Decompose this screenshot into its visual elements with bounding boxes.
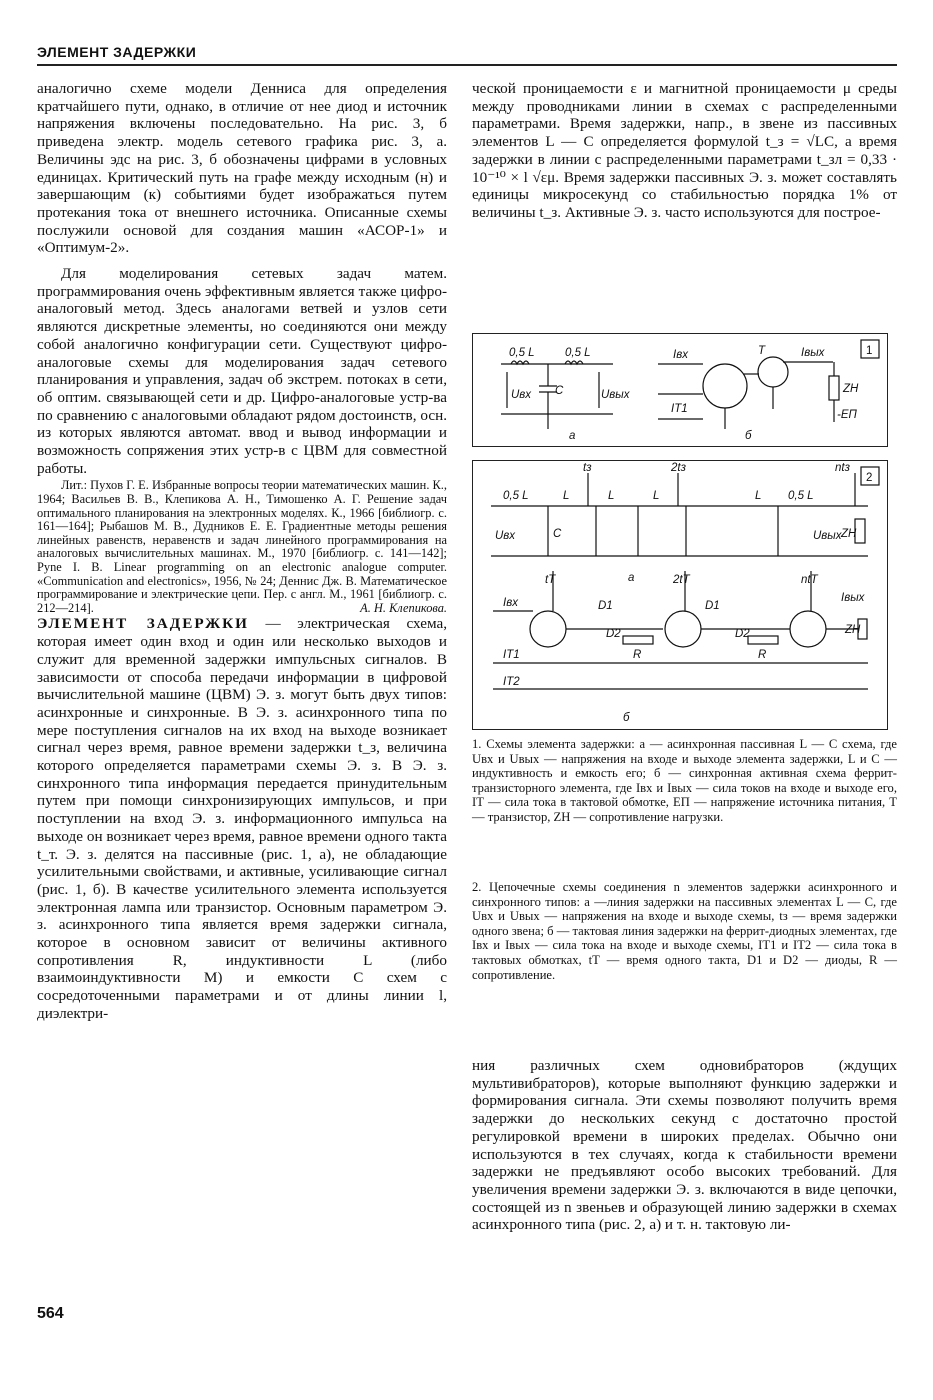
fig2-label-13: a: [628, 572, 635, 584]
left-column: [37, 80, 447, 1023]
fig2-label-27: ZН: [845, 624, 861, 636]
fig2-number: 2: [866, 472, 873, 484]
fig1-label-8: T: [758, 345, 766, 357]
fig2-label-2: ntз: [835, 462, 850, 474]
fig2-label-22: D2: [735, 628, 750, 640]
fig1-label-6: Iвх: [673, 349, 688, 361]
figure-2-caption: 2. Цепочечные схемы соединения n элементов задержки асинхронного и синхронного типов: а —линия задержки на пассивных элементах L — C, где Uвх и Uвых — напряжения на входе и выходе схемы, tз — время задержки одного звена; б — тактовая линия задержки на феррит-диодных элементах, где Iвх и Iвых — сила тока на входе и выходе схемы, IТ1 и IТ2 — сила тока в тактовых обмотках, tТ — время одного такта, D1 и D2 — диоды, R — сопротивление.: [472, 880, 897, 982]
running-header: ЭЛЕМЕНТ ЗАДЕРЖКИ: [37, 44, 197, 60]
right-paragraph-bottom: ния различных схем одновибраторов (ждущих мультивибраторов), которые выполняют функцию задержки и формирования сигнала. Эти схемы позволяют получить время задержки до нескольких секунд с достаточно простой регулировкой времени в широких пределах. Обычно они используются в тех случаях, когда к стабильности времени задержки не предъявляют особо высоких требований. Для увеличения времени задержки Э. з. включаются в виде цепочки, состоящей из n звеньев и образующей линию задержки в схемах асинхронного типа (рис. 2, а) и т. н. тактовую ли-: [472, 1057, 897, 1234]
fig2-label-26: IТ2: [503, 676, 520, 688]
fig2-label-7: L: [755, 490, 762, 502]
fig2-label-1: 2tз: [671, 462, 686, 474]
fig2-label-20: D2: [606, 628, 621, 640]
fig2-label-15: 2tТ: [673, 574, 690, 586]
fig2-label-10: Uвх: [495, 530, 516, 542]
fig2-label-9: C: [553, 528, 562, 540]
right-column-bottom: [472, 1057, 897, 1234]
entry-term: ЭЛЕМЕНТ ЗАДЕРЖКИ: [37, 615, 249, 633]
paragraph-2: Для моделирования сетевых задач матем. программирования очень эффективным является также цифро-аналоговый метод. Здесь аналогами ветвей и узлов сети являются дискретные элементы, но соединяются они между собой аналогично конфигурации сети. Существуют цифро-аналоговые схемы для моделирования задач сетевого планирования и управления, задач об экстрем. потоках в сети, об оптим. связывающей сети и др. Цифро-аналоговые устр-ва по сравнению с аналоговыми обладают рядом достоинств, осн. из которых являются автомат. ввод и вывод информации и возможность сопряжения этих устр-в с ЦВМ для совместной работы.: [37, 265, 447, 477]
header-rule: [37, 64, 897, 66]
fig1-label-7: IТ1: [671, 403, 688, 415]
right-paragraph-top: ческой проницаемости ε и магнитной проницаемости μ среды между проводниками линии в схемах с распределенными параметрами. Время задержки, напр., в звене из пассивных элементов L — C определяется формулой t_з = √LC, а время задержки в линии с распределенными параметрами t_зл = 0,33 · 10⁻¹⁰ × l √εμ. Время задержки пассивных Э. з. может составлять единицы микросекунд со стабильностью порядка 1% от величины t_з. Активные Э. з. часто используются для построе-: [472, 80, 897, 221]
figure-2: [472, 460, 888, 730]
fig1-label-3: Uвх: [511, 389, 532, 401]
fig2-label-0: tз: [583, 462, 592, 474]
fig1-label-2: C: [555, 385, 564, 397]
fig1-label-0: 0,5 L: [509, 347, 535, 359]
fig2-label-8: 0,5 L: [788, 490, 814, 502]
page-number: 564: [37, 1305, 64, 1322]
fig2-label-17: Iвх: [503, 597, 518, 609]
fig1-label-12: б: [745, 430, 752, 442]
paragraph-1: аналогично схеме модели Денниса для определения кратчайшего пути, однако, в отличие от нее диод и источник напряжения включены последовательно. На рис. 3, б приведена электр. модель сетевого графика рис. 3, а. Величины эдс на рис. 3, б обозначены цифрами в условных единицах. Критический путь на графе между исходным (н) и завершающим (к) событиями будет изображаться путем протекания тока от внешнего источника. Описанные схемы послужили основой для создания машин «АСОР-1» и «Оптимум-2».: [37, 80, 447, 257]
fig1-number: 1: [866, 345, 873, 357]
fig1-label-9: Iвых: [801, 347, 825, 359]
fig2-label-25: IТ1: [503, 649, 520, 661]
fig1-label-10: ZН: [843, 383, 859, 395]
fig2-label-6: L: [653, 490, 660, 502]
figure-1-caption: 1. Схемы элемента задержки: а — асинхронная пассивная L — C схема, где Uвх и Uвых — напряжения на входе и выходе элемента задержки, L и C — индуктивность и емкость его; б — синхронная активная схема феррит-транзисторного элемента, где Iвх и Iвых — сила токов на входе и выходе его, IТ — сила тока в тактовой обмотке, EП — напряжение источника питания, T — транзистор, ZН — сопротивление нагрузки.: [472, 737, 897, 824]
literature-author: А. Н. Клепикова.: [360, 600, 447, 615]
figure-2-diagram: [473, 461, 887, 729]
figure-1: [472, 333, 888, 447]
fig1-label-4: Uвых: [601, 389, 630, 401]
fig2-label-21: D1: [705, 600, 720, 612]
fig2-label-24: R: [758, 649, 767, 661]
fig2-label-12: ZН: [841, 528, 857, 540]
fig2-label-4: L: [563, 490, 570, 502]
fig2-label-14: tТ: [545, 574, 556, 586]
fig2-label-11: Uвых: [813, 530, 842, 542]
fig1-label-5: a: [569, 430, 576, 442]
fig2-label-28: б: [623, 712, 630, 724]
fig2-label-19: D1: [598, 600, 613, 612]
entry-paragraph: [37, 615, 447, 1022]
fig1-label-11: -EП: [837, 409, 857, 421]
fig1-label-1: 0,5 L: [565, 347, 591, 359]
literature-list: [37, 479, 447, 615]
entry-text: — электрическая схема, которая имеет один вход и один или несколько выходов и служит для временной задержки импульсных сигналов. В зависимости от способа передачи информации в цифровой вычислительной машине (ЦВМ) Э. з. могут быть двух типов: асинхронные и синхронные. В Э. з. асинхронного типа по мере поступления сигналов на их вход на выходе возникает сигнал через время, равное времени задержки t_з, величина которого определяется параметрами схемы Э. з. В Э. з. синхронного типа информация передается принудительным путем при помощи синхронизирующих импульсов, и при поступлении на вход Э. з. информационного импульса на выходе он возникает через время, равное времени одного такта t_т. Э. з. делятся на пассивные (рис. 1, а), не обладающие усилительными свойствами, и активные, усиливающие сигнал (рис. 1, б). В качестве усилительного элемента используется электронная лампа или транзистор. Основным параметром Э. з. асинхронного типа является время задержки сигнала, которое в основном зависит от величины активного сопротивления R, индуктивности L (либо взаимоиндуктивности M) и емкости C схем с сосредоточенными параметрами и от длины линии l, диэлектри-: [37, 615, 447, 1022]
fig2-label-23: R: [633, 649, 642, 661]
right-column-top: [472, 80, 897, 222]
figure-1-diagram: [473, 334, 887, 446]
literature-text: Лит.: Пухов Г. Е. Избранные вопросы теории математических машин. К., 1964; Васильев В. В., Клепикова А. Н., Тимошенко А. Г. Решение задач оптимального планирования на электронных моделях. К., 1966 [библиогр. с. 161—164]; Рыбашов М. В., Дудников Е. Е. Градиентные методы решения линейных равенств, неравенств и задач линейного программирования на аналоговых вычислительных машинах. М., 1970 [библиогр. с. 141—142]; Pyne I. B. Linear programming on an electronic analogue computer. «Communication and electronics», 1956, № 24; Деннис Дж. В. Математическое программирование и электрические цепи. Пер. с англ. М., 1961 [библиогр. с. 212—214].: [37, 478, 447, 615]
fig2-label-16: ntТ: [801, 574, 818, 586]
fig2-label-18: Iвых: [841, 592, 865, 604]
fig2-label-5: L: [608, 490, 615, 502]
fig2-label-3: 0,5 L: [503, 490, 529, 502]
